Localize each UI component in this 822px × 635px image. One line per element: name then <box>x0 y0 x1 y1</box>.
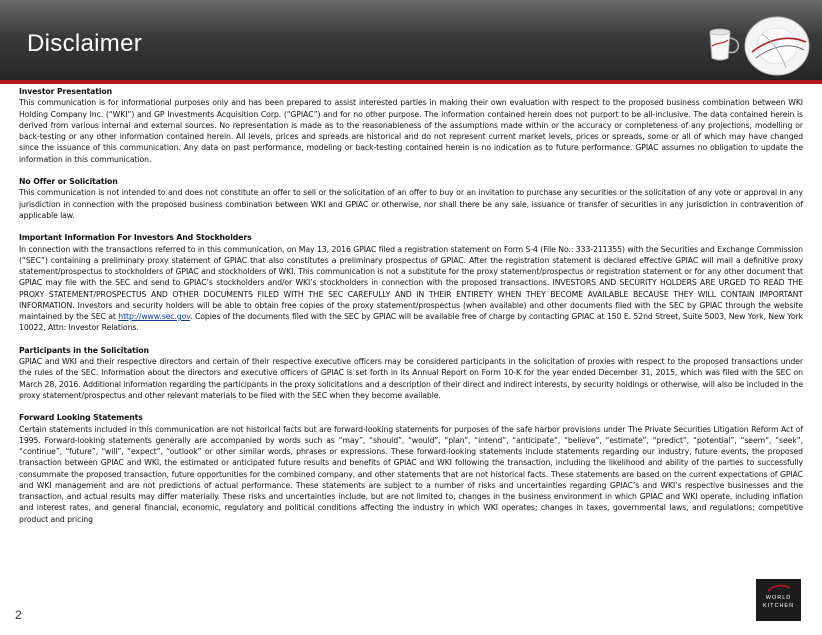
page-title: Disclaimer <box>27 30 143 57</box>
section-text-part: In connection with the transactions referred to in this communication, on May 13, 2016 GPIAC filed a registration statement on Form S-4 (File No.: 333-211355) with the Securities and Exchange Commission (“SEC”) containing a preliminary proxy statement of GPIAC that also constitutes a preliminary prospectus of GPIAC. After the registration statement is declared effective GPIAC will mail a definitive proxy statement/prospectus to stockholders of GPIAC and stockholders of WKI. This communication is not a substitute for the proxy statement/prospectus or registration statement or for any other document that GPIAC may file with the SEC and send to GPIAC’s stockholders and/or WKI’s stockholders in connection with the proposed transactions. INVESTORS AND SECURITY HOLDERS ARE URGED TO READ THE PROXY STATEMENT/PROSPECTUS AND OTHER DOCUMENTS FILED WITH THE SEC CAREFULLY AND IN THEIR ENTIRETY WHEN THEY BECOME AVAILABLE BECAUSE THEY WILL CONTAIN IMPORTANT INFORMATION. Investors and security holders will be able to obtain free copies of the proxy statement/prospectus (when available) and other documents filed with the SEC by GPIAC through the website maintained by the SEC at <box>19 244 803 321</box>
section-participants <box>19 345 803 401</box>
section-text-part: . Copies of the documents filed with the SEC by GPIAC will be available free of charge by contacting GPIAC at 150 E. 52nd Street, Suite 5003, New York, New York 10022, Attn: Investor Relations. <box>19 312 803 333</box>
sec-website-link[interactable]: http://www.sec.gov <box>118 312 191 321</box>
section-heading: Forward Looking Statements <box>19 413 143 423</box>
section-investor-presentation <box>19 86 803 165</box>
section-important-information <box>19 232 803 333</box>
header-banner <box>0 0 822 80</box>
section-text: GPIAC and WKI and their respective directors and certain of their respective executive officers may be considered participants in the solicitation of proxies with respect to the proposed transactions under the rules of the SEC. Information about the directors and executive officers of GPIAC is set forth in its Annual Report on Form 10-K for the year ended December 31, 2015, which was filed with the SEC on March 28, 2016. Additional information regarding the participants in the proxy solicitations and a description of their direct and indirect interests, by security holdings or otherwise, will also be included in the proxy statement/prospectus and other relevant materials to be filed with the SEC when they become available. <box>19 357 803 400</box>
section-heading: Participants in the Solicitation <box>19 345 149 355</box>
section-text: Certain statements included in this communication are not historical facts but are forward-looking statements for purposes of the safe harbor provisions under The Private Securities Litigation Reform Act of 1995. Forward-looking statements generally are accompanied by words such as “may”, “should”, “would”, “plan”, “intend”, “anticipate”, “believe”, “estimate”, “predict”, “potential”, “seem”, “seek”, “continue”, “future”, “will”, “expect”, “outlook” or other similar words, phrases or expressions. These forward-looking statements include statements regarding our industry, future events, the proposed transaction between GPIAC and WKI, the estimated or anticipated future results and benefits of GPIAC and WKI following the transaction, including the likelihood and ability of the parties to successfully consummate the proposed transaction, future opportunities for the combined company, and other statements that are not historical facts. These statements are based on the current expectations of GPIAC and WKI management and are not predictions of actual performance. These statements are subject to a number of risks and uncertainties regarding GPIAC’s and WKI’s respective businesses and the transaction, and actual results may differ materially. These risks and uncertainties include, but are not limited to, changes in the business environment in which GPIAC and WKI operate, including inflation and interest rates, and general financial, economic, regulatory and political conditions affecting the industry in which WKI operates; changes in taxes, governmental laws, and regulations; competitive product and pricing <box>19 424 803 524</box>
section-heading: Important Information For Investors And Stockholders <box>19 233 252 243</box>
logo-text-kitchen: KITCHEN <box>762 603 795 609</box>
section-text: This communication is for informational purposes only and has been prepared to assist interested parties in making their own evaluation with respect to the proposed business combination between WKI Holding Company Inc. (“WKI”) and GP Investments Acquisition Corp. (“GPIAC”) and for no other purpose. The information contained herein does not purport to be all-inclusive. The data contained herein is derived from various internal and external sources. No representation is made as to the reasonableness of the assumptions made within or the accuracy or completeness of any projections, modelling or back-testing or any other information contained herein. All levels, prices and spreads are historical and do not represent current market levels, prices or spreads, some or all of which may have changed since the issuance of this communication. Any data on past performance, modeling or back-testing contained herein is no indication as to future performance. GPIAC assumes no obligation to update the information in this communication. <box>19 98 803 164</box>
header-accent-rule <box>0 80 822 84</box>
page-number: 2 <box>15 608 22 622</box>
disclaimer-body <box>19 86 803 536</box>
dinnerware-product-image <box>682 12 822 78</box>
section-text: This communication is not intended to and does not constitute an offer to sell or the solicitation of an offer to buy or an invitation to purchase any securities or the solicitation of any vote or approval in any jurisdiction in connection with the proposed business combination between WKI and GPIAC or otherwise, nor shall there be any sale, issuance or transfer of securities in any jurisdiction in contravention of applicable law. <box>19 188 803 220</box>
section-text <box>19 244 803 334</box>
logo-swoosh-icon <box>766 583 792 593</box>
section-heading: Investor Presentation <box>19 87 113 96</box>
section-no-offer <box>19 176 803 221</box>
section-heading: No Offer or Solicitation <box>19 177 118 186</box>
section-forward-looking <box>19 412 803 525</box>
world-kitchen-logo <box>756 579 801 621</box>
logo-text-world: WORLD <box>765 595 792 601</box>
